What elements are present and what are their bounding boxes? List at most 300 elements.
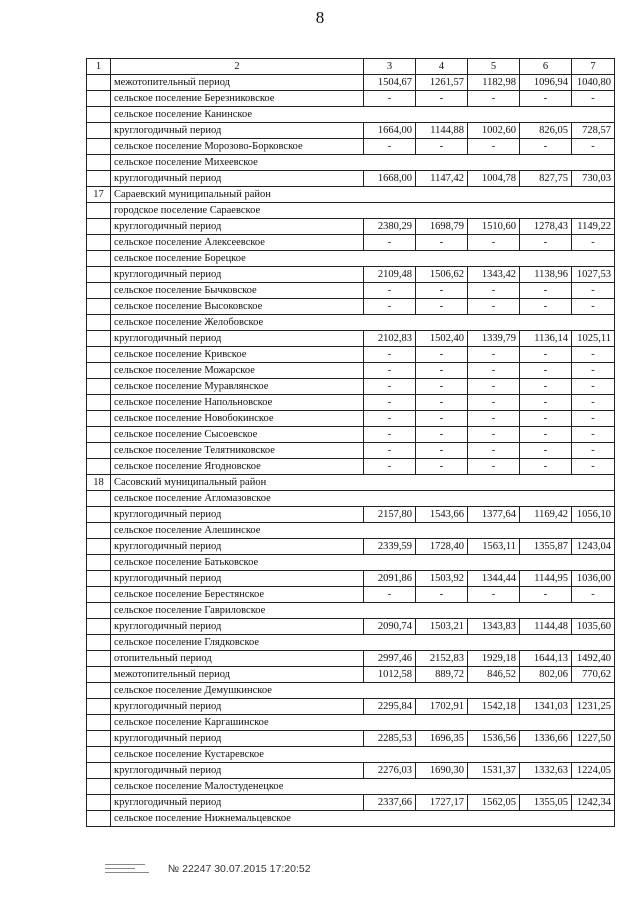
- table-row: [87, 395, 615, 411]
- row-number-cell: [87, 667, 111, 683]
- value-cell: 1536,56: [468, 731, 520, 747]
- column-header: 7: [572, 59, 615, 75]
- value-cell: -: [364, 283, 416, 299]
- value-cell: 1644,13: [520, 651, 572, 667]
- row-number-cell: [87, 363, 111, 379]
- value-cell: 730,03: [572, 171, 615, 187]
- value-cell: 1339,79: [468, 331, 520, 347]
- settlement-name: сельское поселение Демушкинское: [111, 683, 615, 699]
- value-cell: -: [364, 427, 416, 443]
- value-cell: 802,06: [520, 667, 572, 683]
- table-row: [87, 539, 615, 555]
- row-number-cell: [87, 779, 111, 795]
- row-number-cell: 17: [87, 187, 111, 203]
- settlement-name: сельское поселение Агломазовское: [111, 491, 615, 507]
- row-label: круглогодичный период: [111, 267, 364, 283]
- settlement-heading-row: [87, 555, 615, 571]
- value-cell: -: [520, 379, 572, 395]
- row-number-cell: [87, 203, 111, 219]
- table-row: [87, 267, 615, 283]
- settlement-name: сельское поселение Каргашинское: [111, 715, 615, 731]
- table-header-row: [87, 59, 615, 75]
- table-row: [87, 763, 615, 779]
- row-number-cell: [87, 459, 111, 475]
- value-cell: -: [364, 379, 416, 395]
- column-header: 2: [111, 59, 364, 75]
- row-label: межотопительный период: [111, 667, 364, 683]
- value-cell: -: [416, 347, 468, 363]
- row-number-cell: [87, 107, 111, 123]
- row-number-cell: [87, 651, 111, 667]
- value-cell: 1728,40: [416, 539, 468, 555]
- row-number-cell: [87, 587, 111, 603]
- row-number-cell: [87, 747, 111, 763]
- settlement-name: сельское поселение Глядковское: [111, 635, 615, 651]
- value-cell: -: [416, 395, 468, 411]
- settlement-name: сельское поселение Борецкое: [111, 251, 615, 267]
- row-label: сельское поселение Муравлянское: [111, 379, 364, 395]
- district-row: [87, 475, 615, 491]
- table-row: [87, 299, 615, 315]
- value-cell: 1136,14: [520, 331, 572, 347]
- value-cell: -: [520, 299, 572, 315]
- value-cell: 2090,74: [364, 619, 416, 635]
- row-number-cell: [87, 427, 111, 443]
- row-label: круглогодичный период: [111, 763, 364, 779]
- value-cell: -: [520, 427, 572, 443]
- settlement-heading-row: [87, 715, 615, 731]
- row-number-cell: [87, 763, 111, 779]
- row-number-cell: [87, 571, 111, 587]
- value-cell: 1035,60: [572, 619, 615, 635]
- table-row: [87, 139, 615, 155]
- value-cell: 1012,58: [364, 667, 416, 683]
- settlement-heading-row: [87, 491, 615, 507]
- value-cell: 1503,92: [416, 571, 468, 587]
- value-cell: -: [364, 587, 416, 603]
- value-cell: -: [364, 395, 416, 411]
- row-number-cell: [87, 699, 111, 715]
- value-cell: 770,62: [572, 667, 615, 683]
- row-number-cell: [87, 347, 111, 363]
- value-cell: -: [416, 587, 468, 603]
- row-number-cell: [87, 315, 111, 331]
- value-cell: 1343,83: [468, 619, 520, 635]
- value-cell: -: [468, 395, 520, 411]
- table-row: [87, 75, 615, 91]
- row-number-cell: [87, 331, 111, 347]
- value-cell: 1664,00: [364, 123, 416, 139]
- settlement-heading-row: [87, 603, 615, 619]
- value-cell: 1096,94: [520, 75, 572, 91]
- settlement-heading-row: [87, 155, 615, 171]
- value-cell: -: [520, 91, 572, 107]
- value-cell: 1355,87: [520, 539, 572, 555]
- settlement-name: сельское поселение Кустаревское: [111, 747, 615, 763]
- table-row: [87, 459, 615, 475]
- row-label: сельское поселение Телятниковское: [111, 443, 364, 459]
- table-row: [87, 619, 615, 635]
- value-cell: -: [364, 363, 416, 379]
- table-row: [87, 667, 615, 683]
- district-name: Сараевский муниципальный район: [111, 187, 615, 203]
- row-number-cell: [87, 491, 111, 507]
- value-cell: 2337,66: [364, 795, 416, 811]
- row-label: сельское поселение Алексеевское: [111, 235, 364, 251]
- table-row: [87, 427, 615, 443]
- value-cell: 1506,62: [416, 267, 468, 283]
- settlement-heading-row: [87, 107, 615, 123]
- value-cell: -: [416, 427, 468, 443]
- row-label: сельское поселение Кривское: [111, 347, 364, 363]
- table-row: [87, 171, 615, 187]
- row-label: круглогодичный период: [111, 795, 364, 811]
- value-cell: 1531,37: [468, 763, 520, 779]
- value-cell: -: [416, 139, 468, 155]
- value-cell: 1261,57: [416, 75, 468, 91]
- table-row: [87, 795, 615, 811]
- settlement-heading-row: [87, 779, 615, 795]
- table-row: [87, 363, 615, 379]
- row-number-cell: [87, 811, 111, 827]
- value-cell: -: [572, 395, 615, 411]
- row-label: сельское поселение Сысоевское: [111, 427, 364, 443]
- row-number-cell: [87, 267, 111, 283]
- settlement-name: сельское поселение Канинское: [111, 107, 615, 123]
- value-cell: -: [572, 235, 615, 251]
- settlement-name: сельское поселение Нижнемальцевское: [111, 811, 615, 827]
- table-row: [87, 411, 615, 427]
- value-cell: 2339,59: [364, 539, 416, 555]
- value-cell: 1344,44: [468, 571, 520, 587]
- value-cell: 1929,18: [468, 651, 520, 667]
- row-number-cell: [87, 283, 111, 299]
- value-cell: 1149,22: [572, 219, 615, 235]
- row-number-cell: [87, 603, 111, 619]
- row-number-cell: [87, 715, 111, 731]
- value-cell: -: [572, 459, 615, 475]
- value-cell: 1242,34: [572, 795, 615, 811]
- row-number-cell: [87, 443, 111, 459]
- value-cell: 1343,42: [468, 267, 520, 283]
- row-number-cell: [87, 123, 111, 139]
- value-cell: -: [572, 283, 615, 299]
- value-cell: -: [416, 379, 468, 395]
- value-cell: 1243,04: [572, 539, 615, 555]
- value-cell: 1503,21: [416, 619, 468, 635]
- value-cell: -: [520, 443, 572, 459]
- value-cell: 1727,17: [416, 795, 468, 811]
- registration-number: № 22247 30.07.2015 17:20:52: [167, 863, 311, 875]
- value-cell: 2285,53: [364, 731, 416, 747]
- value-cell: -: [468, 459, 520, 475]
- value-cell: 827,75: [520, 171, 572, 187]
- value-cell: -: [364, 411, 416, 427]
- value-cell: -: [416, 459, 468, 475]
- value-cell: 1144,48: [520, 619, 572, 635]
- value-cell: -: [468, 347, 520, 363]
- table-row: [87, 443, 615, 459]
- value-cell: -: [468, 427, 520, 443]
- table-row: [87, 731, 615, 747]
- row-number-cell: [87, 795, 111, 811]
- value-cell: 1504,67: [364, 75, 416, 91]
- value-cell: 1056,10: [572, 507, 615, 523]
- tariff-table: [86, 58, 615, 827]
- row-label: круглогодичный период: [111, 731, 364, 747]
- column-header: 3: [364, 59, 416, 75]
- value-cell: 1169,42: [520, 507, 572, 523]
- value-cell: -: [572, 587, 615, 603]
- row-label: сельское поселение Новобокинское: [111, 411, 364, 427]
- value-cell: -: [572, 363, 615, 379]
- value-cell: -: [468, 91, 520, 107]
- settlement-name: сельское поселение Гавриловское: [111, 603, 615, 619]
- row-number-cell: [87, 395, 111, 411]
- row-label: сельское поселение Можарское: [111, 363, 364, 379]
- row-label: сельское поселение Берестянское: [111, 587, 364, 603]
- table-row: [87, 379, 615, 395]
- value-cell: 1696,35: [416, 731, 468, 747]
- row-label: круглогодичный период: [111, 619, 364, 635]
- value-cell: -: [572, 443, 615, 459]
- value-cell: -: [572, 379, 615, 395]
- value-cell: 1004,78: [468, 171, 520, 187]
- value-cell: 2091,86: [364, 571, 416, 587]
- row-number-cell: [87, 379, 111, 395]
- table-row: [87, 651, 615, 667]
- value-cell: -: [468, 299, 520, 315]
- table-row: [87, 123, 615, 139]
- table-row: [87, 699, 615, 715]
- column-header: 1: [87, 59, 111, 75]
- row-label: круглогодичный период: [111, 123, 364, 139]
- value-cell: 1138,96: [520, 267, 572, 283]
- table-row: [87, 331, 615, 347]
- row-number-cell: [87, 555, 111, 571]
- table-row: [87, 283, 615, 299]
- value-cell: -: [572, 411, 615, 427]
- value-cell: 2380,29: [364, 219, 416, 235]
- row-label: круглогодичный период: [111, 539, 364, 555]
- value-cell: -: [520, 363, 572, 379]
- value-cell: 2295,84: [364, 699, 416, 715]
- value-cell: 1224,05: [572, 763, 615, 779]
- row-number-cell: [87, 507, 111, 523]
- table-row: [87, 347, 615, 363]
- row-label: сельское поселение Морозово-Борковское: [111, 139, 364, 155]
- settlement-heading-row: [87, 523, 615, 539]
- value-cell: 826,05: [520, 123, 572, 139]
- value-cell: 846,52: [468, 667, 520, 683]
- value-cell: 1040,80: [572, 75, 615, 91]
- value-cell: -: [364, 91, 416, 107]
- settlement-heading-row: [87, 251, 615, 267]
- settlement-heading-row: [87, 635, 615, 651]
- settlement-name: сельское поселение Малостуденецкое: [111, 779, 615, 795]
- value-cell: 1562,05: [468, 795, 520, 811]
- value-cell: 1144,88: [416, 123, 468, 139]
- settlement-heading-row: [87, 203, 615, 219]
- value-cell: -: [416, 363, 468, 379]
- row-number-cell: [87, 235, 111, 251]
- value-cell: 2276,03: [364, 763, 416, 779]
- row-number-cell: [87, 635, 111, 651]
- value-cell: 2157,80: [364, 507, 416, 523]
- table-row: [87, 507, 615, 523]
- value-cell: 1227,50: [572, 731, 615, 747]
- settlement-name: сельское поселение Алешинское: [111, 523, 615, 539]
- value-cell: 1563,11: [468, 539, 520, 555]
- value-cell: 1278,43: [520, 219, 572, 235]
- settlement-name: сельское поселение Батьковское: [111, 555, 615, 571]
- value-cell: -: [416, 443, 468, 459]
- value-cell: 1542,18: [468, 699, 520, 715]
- row-number-cell: [87, 411, 111, 427]
- column-header: 5: [468, 59, 520, 75]
- value-cell: 1336,66: [520, 731, 572, 747]
- value-cell: -: [572, 347, 615, 363]
- value-cell: -: [520, 235, 572, 251]
- value-cell: -: [468, 443, 520, 459]
- value-cell: 1377,64: [468, 507, 520, 523]
- value-cell: -: [572, 299, 615, 315]
- row-number-cell: [87, 155, 111, 171]
- value-cell: -: [416, 91, 468, 107]
- page-number: 8: [315, 8, 325, 27]
- value-cell: 1492,40: [572, 651, 615, 667]
- value-cell: -: [468, 235, 520, 251]
- row-number-cell: [87, 171, 111, 187]
- value-cell: -: [572, 139, 615, 155]
- value-cell: -: [520, 411, 572, 427]
- value-cell: 2109,48: [364, 267, 416, 283]
- row-label: круглогодичный период: [111, 699, 364, 715]
- value-cell: 728,57: [572, 123, 615, 139]
- row-number-cell: [87, 523, 111, 539]
- row-label: сельское поселение Ягодновское: [111, 459, 364, 475]
- table-row: [87, 91, 615, 107]
- row-label: сельское поселение Напольновское: [111, 395, 364, 411]
- settlement-name: городское поселение Сараевское: [111, 203, 615, 219]
- value-cell: 1702,91: [416, 699, 468, 715]
- value-cell: 1355,05: [520, 795, 572, 811]
- row-label: круглогодичный период: [111, 219, 364, 235]
- row-label: круглогодичный период: [111, 571, 364, 587]
- settlement-heading-row: [87, 747, 615, 763]
- value-cell: 1036,00: [572, 571, 615, 587]
- district-name: Сасовский муниципальный район: [111, 475, 615, 491]
- value-cell: -: [520, 139, 572, 155]
- row-number-cell: [87, 251, 111, 267]
- value-cell: -: [416, 235, 468, 251]
- row-number-cell: [87, 75, 111, 91]
- row-number-cell: [87, 139, 111, 155]
- value-cell: -: [416, 299, 468, 315]
- value-cell: -: [520, 347, 572, 363]
- value-cell: -: [520, 587, 572, 603]
- column-header: 6: [520, 59, 572, 75]
- value-cell: 1027,53: [572, 267, 615, 283]
- registration-stamp-icon: [105, 862, 153, 876]
- value-cell: 1002,60: [468, 123, 520, 139]
- value-cell: -: [364, 347, 416, 363]
- row-label: межотопительный период: [111, 75, 364, 91]
- value-cell: -: [416, 283, 468, 299]
- value-cell: -: [364, 235, 416, 251]
- value-cell: 1147,42: [416, 171, 468, 187]
- value-cell: -: [468, 379, 520, 395]
- value-cell: -: [416, 411, 468, 427]
- value-cell: 2152,83: [416, 651, 468, 667]
- table-body: [87, 59, 615, 827]
- value-cell: 1690,30: [416, 763, 468, 779]
- row-number-cell: [87, 683, 111, 699]
- row-number-cell: [87, 731, 111, 747]
- value-cell: 1144,95: [520, 571, 572, 587]
- value-cell: -: [364, 139, 416, 155]
- value-cell: -: [520, 395, 572, 411]
- document-footer: [105, 862, 311, 876]
- row-number-cell: [87, 619, 111, 635]
- value-cell: -: [468, 363, 520, 379]
- value-cell: 1510,60: [468, 219, 520, 235]
- row-number-cell: [87, 299, 111, 315]
- value-cell: 1231,25: [572, 699, 615, 715]
- value-cell: 889,72: [416, 667, 468, 683]
- settlement-heading-row: [87, 811, 615, 827]
- value-cell: -: [468, 283, 520, 299]
- row-label: сельское поселение Березниковское: [111, 91, 364, 107]
- value-cell: -: [520, 459, 572, 475]
- row-label: круглогодичный период: [111, 171, 364, 187]
- value-cell: 1025,11: [572, 331, 615, 347]
- value-cell: 2997,46: [364, 651, 416, 667]
- settlement-heading-row: [87, 683, 615, 699]
- value-cell: 1502,40: [416, 331, 468, 347]
- value-cell: -: [520, 283, 572, 299]
- settlement-name: сельское поселение Михеевское: [111, 155, 615, 171]
- value-cell: -: [468, 139, 520, 155]
- value-cell: 1543,66: [416, 507, 468, 523]
- row-label: круглогодичный период: [111, 331, 364, 347]
- value-cell: -: [364, 299, 416, 315]
- value-cell: 1668,00: [364, 171, 416, 187]
- row-label: отопительный период: [111, 651, 364, 667]
- table-row: [87, 571, 615, 587]
- value-cell: 1341,03: [520, 699, 572, 715]
- row-number-cell: 18: [87, 475, 111, 491]
- row-number-cell: [87, 539, 111, 555]
- value-cell: -: [364, 459, 416, 475]
- row-label: сельское поселение Бычковское: [111, 283, 364, 299]
- table-row: [87, 219, 615, 235]
- row-number-cell: [87, 219, 111, 235]
- value-cell: 1332,63: [520, 763, 572, 779]
- value-cell: -: [364, 443, 416, 459]
- value-cell: -: [572, 427, 615, 443]
- value-cell: 1698,79: [416, 219, 468, 235]
- value-cell: 1182,98: [468, 75, 520, 91]
- table-row: [87, 235, 615, 251]
- settlement-heading-row: [87, 315, 615, 331]
- row-number-cell: [87, 91, 111, 107]
- value-cell: -: [572, 91, 615, 107]
- value-cell: -: [468, 587, 520, 603]
- value-cell: 2102,83: [364, 331, 416, 347]
- column-header: 4: [416, 59, 468, 75]
- table-row: [87, 587, 615, 603]
